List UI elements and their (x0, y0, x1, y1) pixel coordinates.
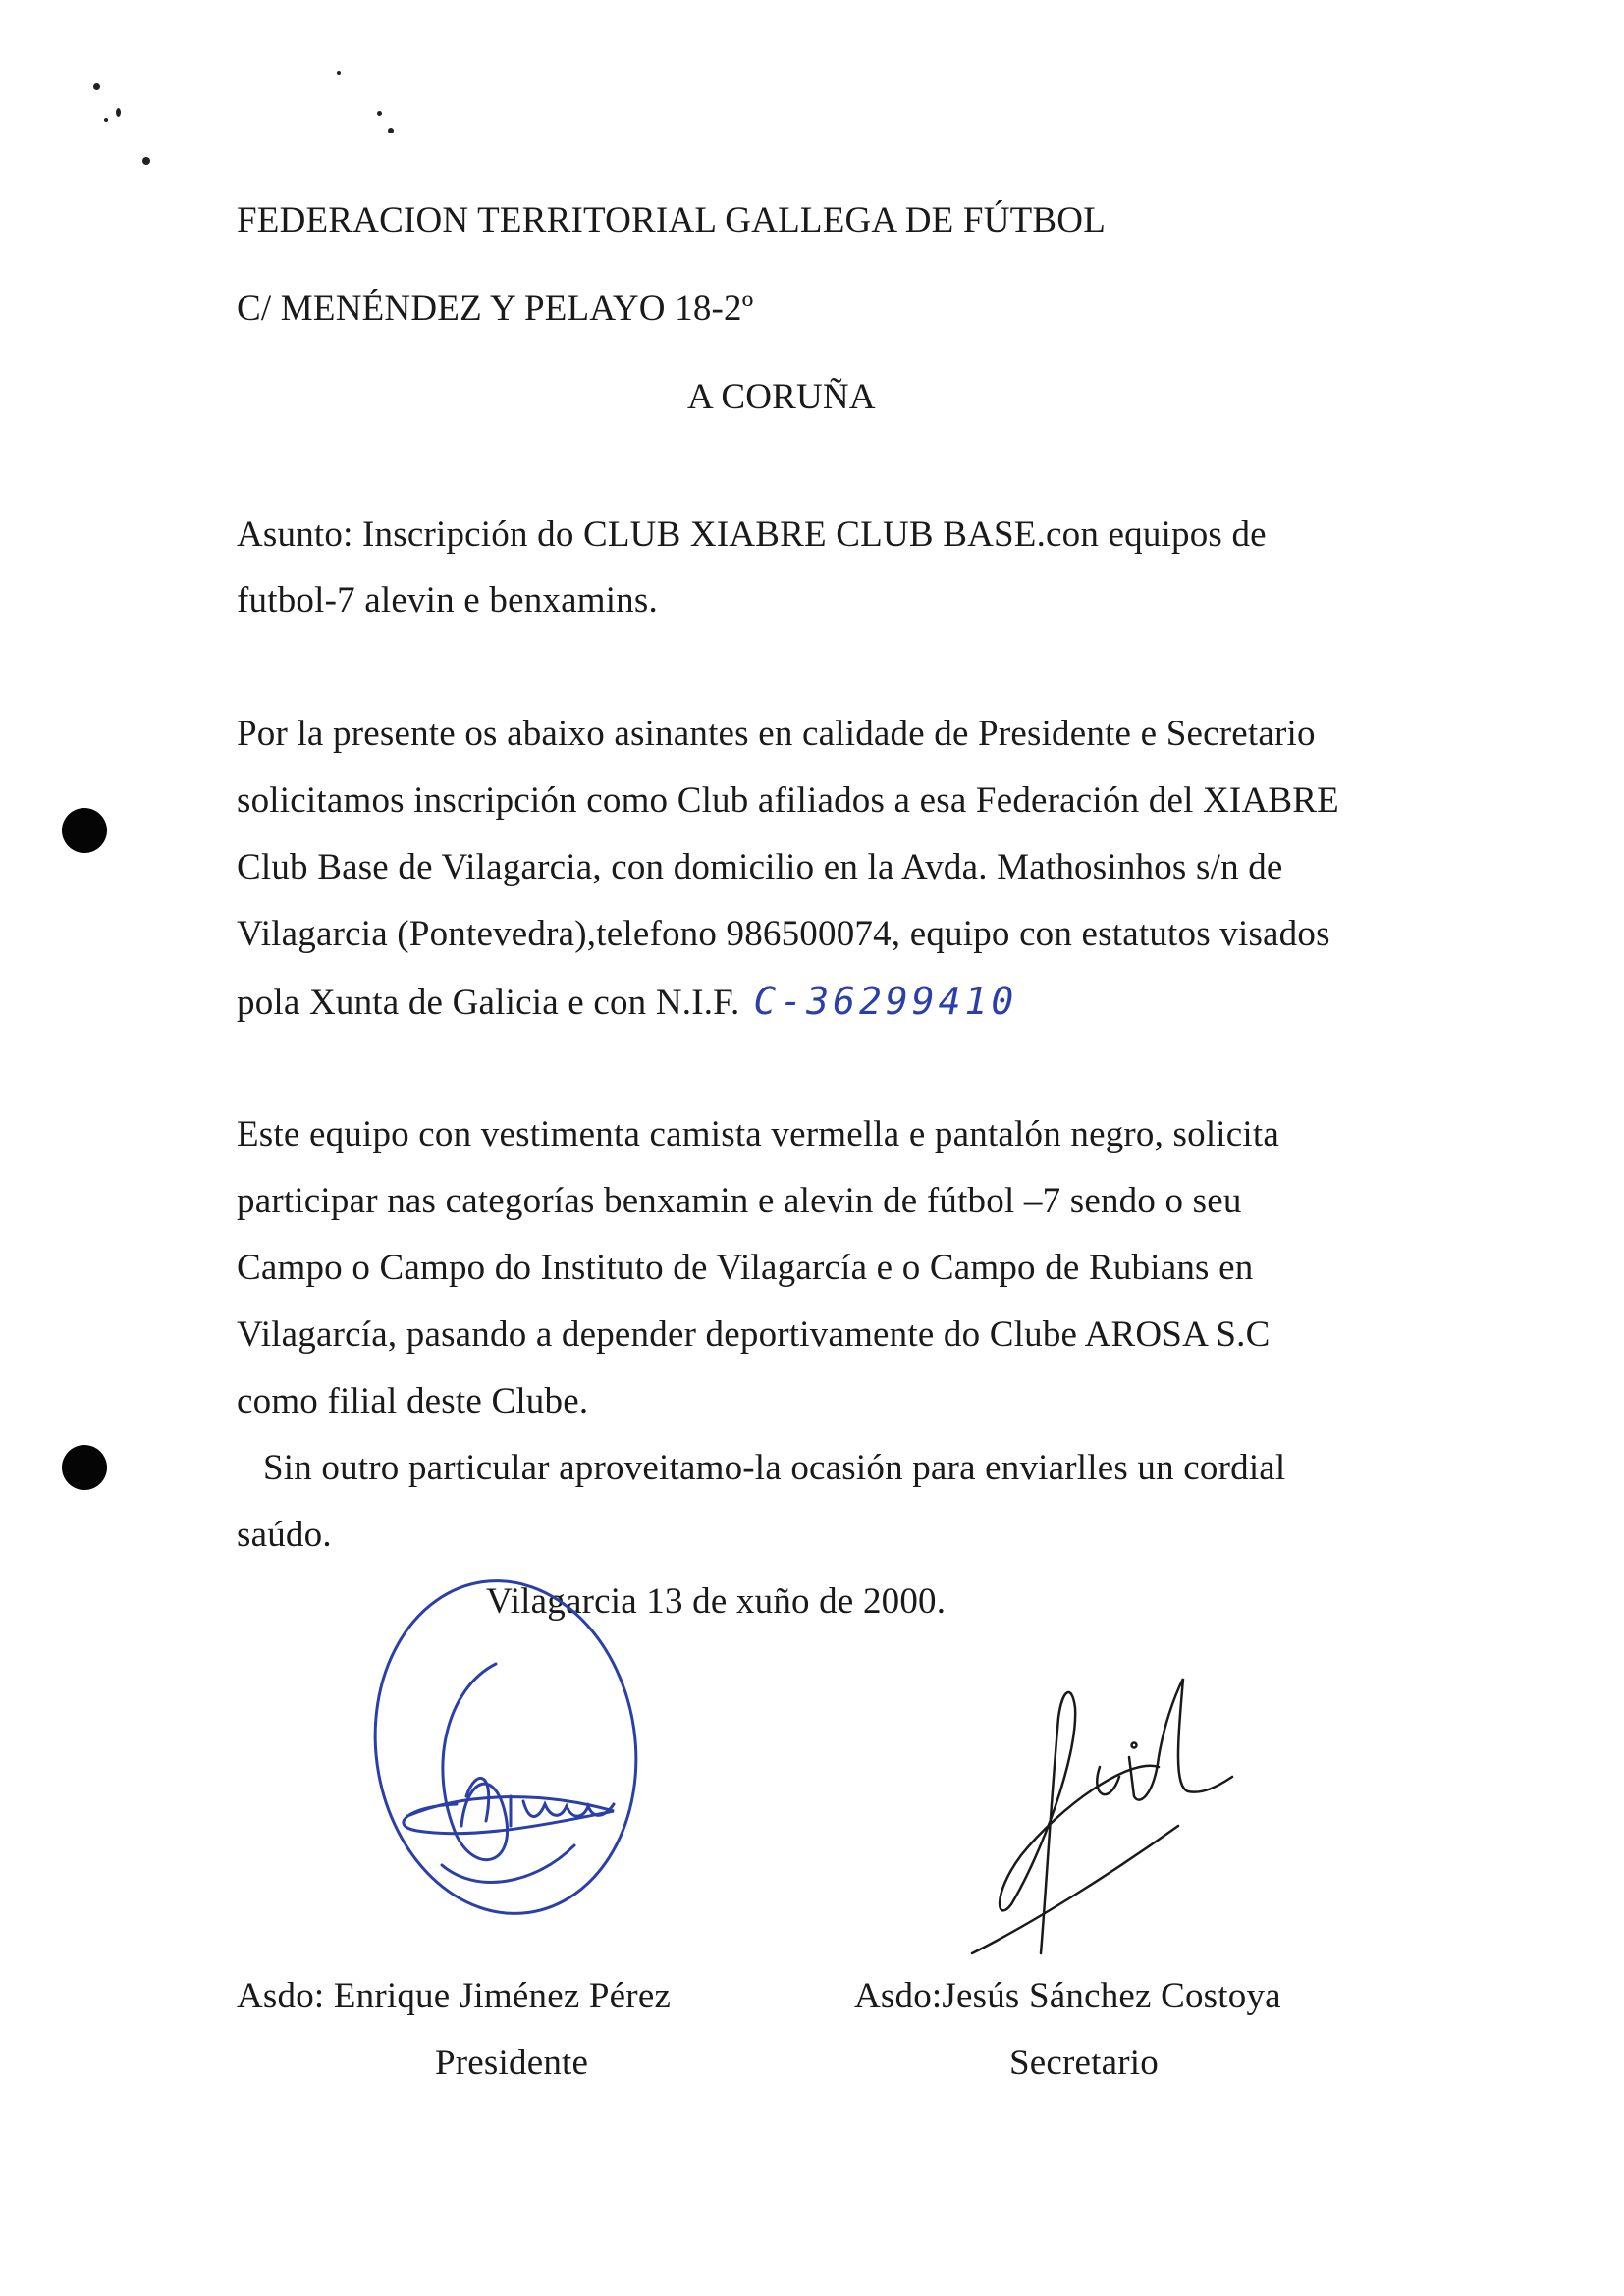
president-signature-icon (349, 1571, 663, 1924)
paragraph2-line-3: Campo o Campo do Instituto de Vilagarcía e o Campo de Rubians en (237, 1248, 1254, 1288)
federation-city: A CORUÑA (687, 377, 876, 417)
scan-speck (377, 111, 382, 116)
scan-speck (337, 71, 341, 75)
secretary-signature-icon (952, 1659, 1247, 1963)
paragraph2-line-4: Vilagarcía, pasando a depender deportivamente do Clube AROSA S.C (237, 1314, 1271, 1355)
paragraph1-line-4: Vilagarcia (Pontevedra),telefono 986500074, equipo con estatutos visados (237, 914, 1330, 954)
secretary-role: Secretario (1009, 2043, 1159, 2083)
scan-speck (142, 157, 150, 165)
president-name: Asdo: Enrique Jiménez Pérez (237, 1976, 672, 2016)
paragraph1-line-2: solicitamos inscripción como Club afiliados a esa Federación del XIABRE (237, 780, 1339, 821)
paragraph2-line-1: Este equipo con vestimenta camista vermella e pantalón negro, solicita (237, 1114, 1279, 1154)
paragraph2-line-5: como filial deste Clube. (237, 1381, 589, 1421)
paragraph1-line-1: Por la presente os abaixo asinantes en calidade de Presidente e Secretario (237, 714, 1316, 754)
scan-speck (116, 108, 121, 117)
scan-speck (388, 128, 394, 133)
paragraph1-line-3: Club Base de Vilagarcia, con domicilio en la Avda. Mathosinhos s/n de (237, 847, 1283, 887)
president-role: Presidente (435, 2043, 589, 2083)
punch-hole-bottom (62, 1445, 107, 1490)
federation-address: C/ MENÉNDEZ Y PELAYO 18-2º (237, 289, 754, 329)
subject-line-2: futbol-7 alevin e benxamins. (237, 580, 658, 620)
paragraph1-line-5 (237, 980, 1017, 1024)
punch-hole-top (62, 808, 107, 853)
nif-label: pola Xunta de Galicia e con N.I.F. (237, 983, 740, 1023)
closing-line-2: saúdo. (237, 1515, 332, 1555)
closing-line-1: Sin outro particular aproveitamo-la ocasión para enviarlles un cordial (263, 1448, 1286, 1488)
date-line: Vilagarcia 13 de xuño de 2000. (486, 1581, 947, 1622)
subject-line-1: Asunto: Inscripción do CLUB XIABRE CLUB BASE.con equipos de (237, 514, 1267, 555)
secretary-name: Asdo:Jesús Sánchez Costoya (854, 1976, 1281, 2016)
scan-speck (104, 118, 108, 122)
federation-name: FEDERACION TERRITORIAL GALLEGA DE FÚTBOL (237, 200, 1107, 240)
scan-speck (93, 83, 100, 90)
nif-handwritten: C-36299410 (753, 980, 1018, 1023)
paragraph2-line-2: participar nas categorías benxamin e alevin de fútbol –7 sendo o seu (237, 1181, 1242, 1221)
